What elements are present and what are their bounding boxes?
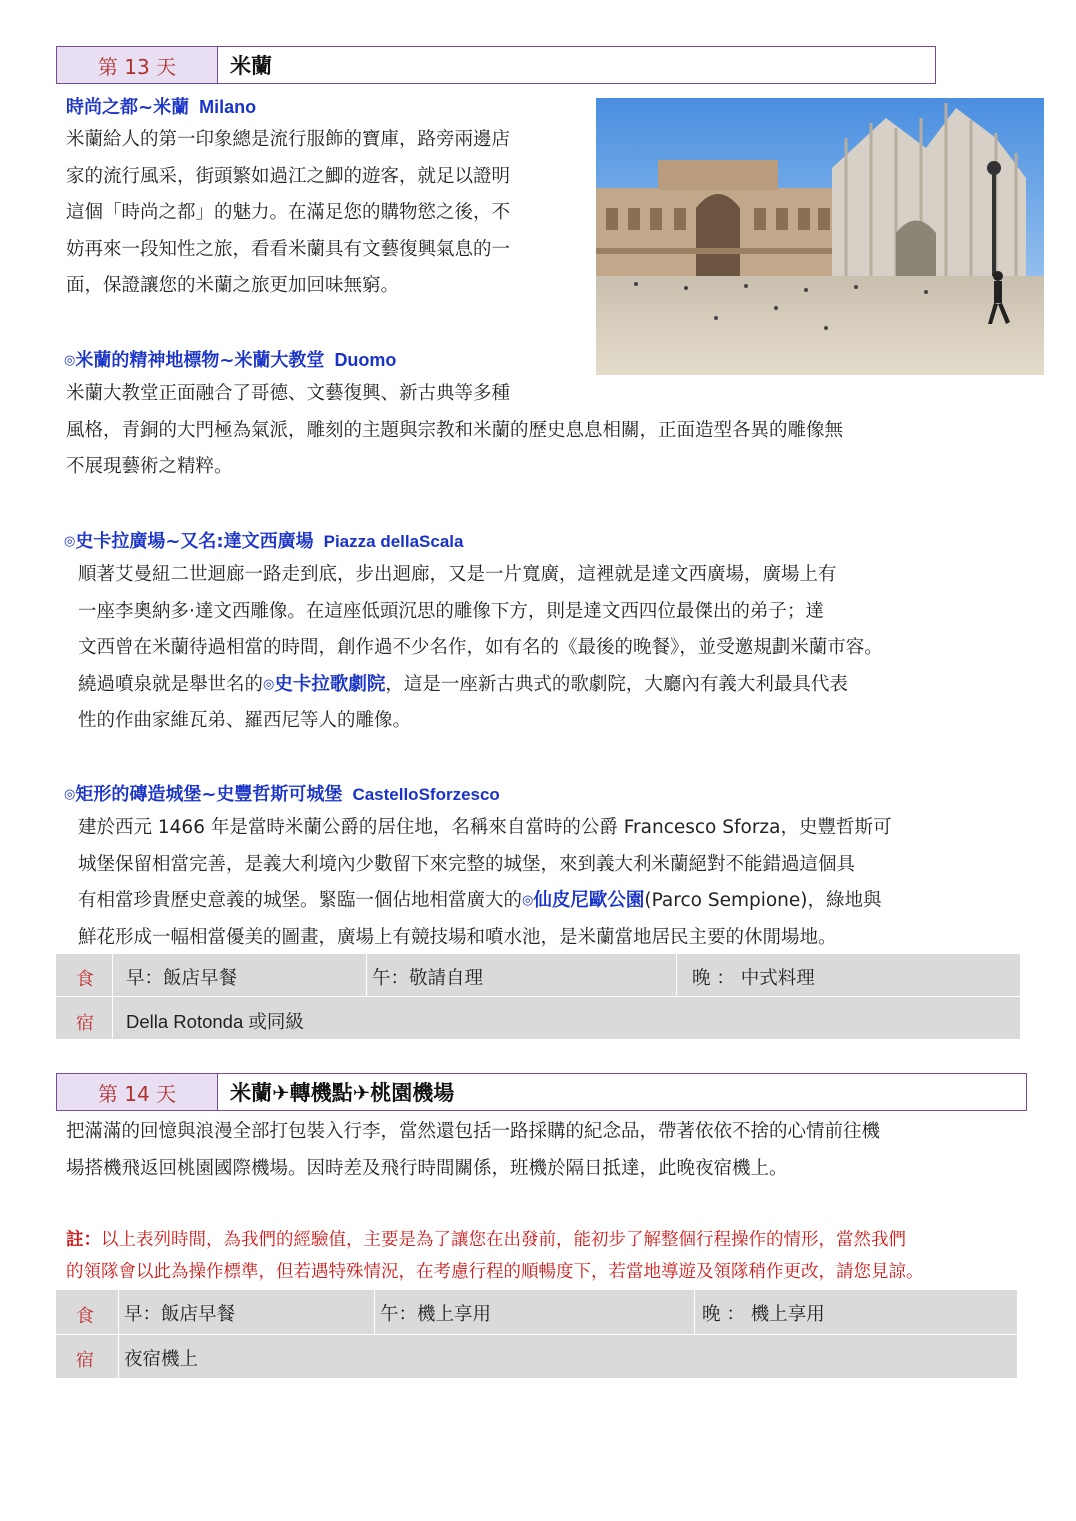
- castello-heading-latin: CastelloSforzesco: [352, 785, 500, 804]
- bullet-icon: ◎: [64, 787, 76, 802]
- dinner: 晚 ： 機上享用: [702, 1304, 825, 1325]
- duomo-line: 米蘭大教堂正面融合了哥德、文藝復興、新古典等多種: [66, 383, 511, 404]
- scala-heading-latin: Piazza dellaScala: [323, 532, 464, 551]
- day14-line: 場搭機飛返回桃園國際機場。因時差及飛行時間關係，班機於隔日抵達，此晚夜宿機上。: [66, 1157, 788, 1179]
- bullet-icon: ◎: [522, 893, 534, 908]
- intro-line: 米蘭給人的第一印象總是流行服飾的寶庫，路旁兩邊店: [66, 129, 511, 150]
- lunch: 午：敬請自理: [372, 968, 484, 989]
- duomo-heading: [64, 346, 396, 372]
- meal-tag: 食: [76, 969, 94, 990]
- note-line1: 以上表列時間，為我們的經驗值，主要是為了讓您在出發前，能初步了解整個行程操作的情形，當然我們: [101, 1230, 906, 1250]
- intro-paragraph: [66, 122, 586, 305]
- hotel: 夜宿機上: [124, 1349, 199, 1370]
- scala-line: 文西曾在米蘭待過相當的時間，創作過不少名作，如有名的《最後的晚餐》，並受邀規劃米蘭市容。: [78, 637, 883, 658]
- day14-label: 第 14 天: [57, 1074, 218, 1110]
- day14-line: 把滿滿的回憶與浪漫全部打包裝入行李，當然還包括一路採購的紀念品，帶著依依不捨的心情前往機: [66, 1121, 881, 1142]
- hotel: Della Rotonda 或同級: [126, 1011, 304, 1032]
- milan-duomo-photo: [596, 98, 1044, 375]
- scala-line4-pre: 繞過噴泉就是舉世名的: [78, 673, 264, 695]
- intro-heading: [66, 93, 256, 119]
- scala-line: [78, 667, 1028, 704]
- day13-header: [56, 46, 936, 84]
- day14-paragraph: [66, 1114, 1026, 1187]
- castello-heading: [64, 780, 500, 806]
- milan-duomo-illustration: [596, 98, 1044, 375]
- lunch: 午：機上享用: [380, 1304, 492, 1325]
- day14-title: 米蘭✈轉機點✈桃園機場: [230, 1081, 455, 1105]
- parco-sempione-link: 仙皮尼歐公園: [533, 890, 645, 911]
- disclaimer-note: [66, 1224, 1026, 1288]
- intro-line: 家的流行風采，街頭繁如過江之鯽的遊客，就足以證明: [66, 165, 511, 187]
- note-line: 的領隊會以此為操作標準，但若遇特殊情況，在考慮行程的順暢度下，若當地導遊及領隊稍作更改，請您見諒。: [66, 1262, 924, 1282]
- bullet-icon: ◎: [263, 676, 275, 692]
- duomo-heading-text: 米蘭的精神地標物~米蘭大教堂: [75, 350, 325, 371]
- breakfast: 早：飯店早餐: [124, 1304, 236, 1325]
- castello-line: 建於西元 1466 年是當時米蘭公爵的居住地，名稱來自當時的公爵 Francesco Sforza，史豐哲斯可: [78, 817, 892, 838]
- la-scala-opera-link: 史卡拉歌劇院: [274, 673, 386, 695]
- intro-heading-text: 時尚之都~米蘭: [66, 97, 190, 118]
- scala-line4-post: ，這是一座新古典式的歌劇院，大廳內有義大利最具代表: [385, 673, 848, 695]
- day13-title: 米蘭: [230, 54, 272, 78]
- bullet-icon: ◎: [64, 353, 76, 368]
- intro-line: 這個「時尚之都」的魅力。在滿足您的購物慾之後，不: [66, 202, 511, 223]
- duomo-paragraph: [66, 376, 996, 486]
- day14-header: [56, 1073, 1027, 1111]
- duomo-heading-latin: Duomo: [334, 350, 397, 370]
- scala-line: 一座李奧納多‧達文西雕像。在這座低頭沉思的雕像下方，則是達文西四位最傑出的弟子；達: [78, 600, 824, 622]
- castello-line: 鮮花形成一幅相當優美的圖畫，廣場上有競技場和噴水池，是米蘭當地居民主要的休閒場地。: [78, 926, 837, 948]
- duomo-line: 不展現藝術之精粹。: [66, 456, 233, 477]
- note-label: 註：: [66, 1230, 101, 1250]
- intro-line: 面，保證讓您的米蘭之旅更加回味無窮。: [66, 275, 400, 296]
- scala-heading: [64, 527, 464, 553]
- breakfast: 早：飯店早餐: [126, 968, 238, 989]
- stay-tag: 宿: [76, 1350, 94, 1371]
- castello-line: 城堡保留相當完善，是義大利境內少數留下來完整的城堡，來到義大利米蘭絕對不能錯過這個具: [78, 853, 856, 875]
- day13-meal-table: [56, 954, 1020, 1039]
- meal-tag: 食: [76, 1306, 94, 1327]
- scala-line: 順著艾曼紐二世迴廊一路走到底，步出迴廊，又是一片寬廣，這裡就是達文西廣場，廣場上有: [78, 564, 837, 585]
- dinner: 晚 ： 中式料理: [692, 968, 815, 989]
- bullet-icon: ◎: [64, 534, 76, 549]
- scala-line: 性的作曲家維瓦弟、羅西尼等人的雕像。: [78, 710, 412, 731]
- castello-line3-post: (Parco Sempione)，綠地與: [644, 890, 882, 911]
- duomo-line: 風格，青銅的大門極為氣派，雕刻的主題與宗教和米蘭的歷史息息相關，正面造型各異的雕像無: [66, 419, 844, 441]
- day13-label: 第 13 天: [57, 47, 218, 83]
- stay-tag: 宿: [76, 1013, 94, 1034]
- intro-heading-latin: Milano: [199, 97, 257, 117]
- castello-paragraph: [78, 810, 1028, 956]
- castello-line3-pre: 有相當珍貴歷史意義的城堡。緊臨一個佔地相當廣大的: [78, 890, 523, 911]
- note-line: [66, 1224, 1026, 1256]
- day14-meal-table: [56, 1290, 1017, 1378]
- scala-paragraph: [78, 557, 1028, 740]
- scala-heading-text: 史卡拉廣場~又名:達文西廣場: [75, 531, 314, 552]
- intro-line: 妨再來一段知性之旅，看看米蘭具有文藝復興氣息的一: [66, 238, 511, 260]
- castello-heading-text: 矩形的磚造城堡~史豐哲斯可城堡: [75, 784, 343, 805]
- castello-line: [78, 883, 1028, 920]
